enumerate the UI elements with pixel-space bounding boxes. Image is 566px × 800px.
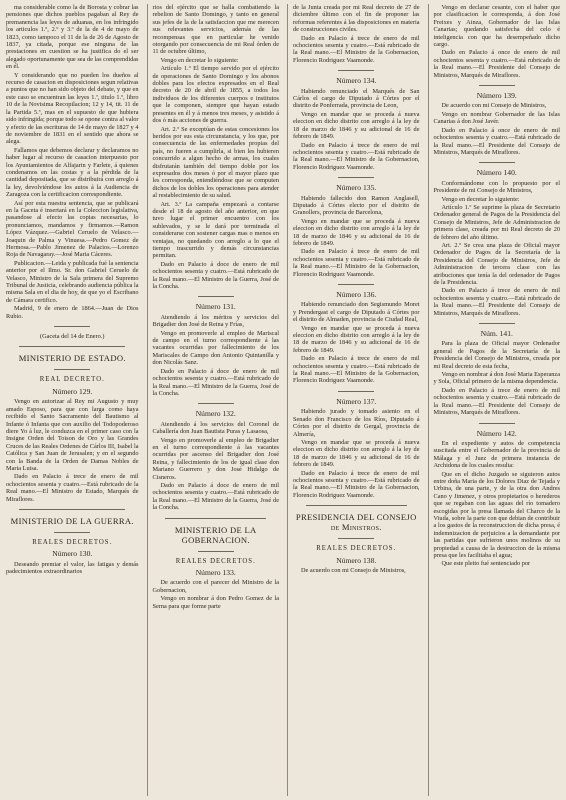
paragraph: Dado en Palacio á trece de enero de mil ochocientos sesenta y cuatro.—Está rubricado de la Real mano.—El Presidente del Consejo de Ministros, Marqués de Miraflores. [433, 287, 560, 317]
section-divider [54, 326, 90, 327]
paragraph: Habiendo jurado y tomado asiento en el Senado don Francisco de los Ríos, Diputado á Córtes por el distrito de Gergal, provincia de Almería, [293, 408, 420, 438]
section-heading: MINISTERIO DE LA GUERRA. [10, 515, 134, 526]
decree-number: Número 129. [52, 386, 93, 396]
section-divider [479, 423, 515, 424]
paragraph: Conformándome con lo propuesto por el Presidente de mi Consejo de Ministros, [433, 179, 560, 195]
decree-number: Número 134. [336, 76, 377, 86]
section-divider [54, 369, 90, 370]
paragraph: Dado en Palacio á trece de enero de mil ochocientos sesenta y cuatro.—Está rubricado de la Real mano.—El Ministro de la Gobernacion, Florencio Rodriguez Vaamonde. [293, 141, 420, 171]
decree-number: Número 132. [195, 409, 236, 419]
paragraph: Dado en Palacio á trece de enero de mil ochocientos sesenta y cuatro.—Está rubricado de la Real mano.—El Ministro de la Gobernacion, Florencio Rodriguez Vaamonde. [293, 355, 420, 385]
decree-number: Número 138. [336, 555, 377, 565]
section-divider [19, 509, 125, 510]
paragraph: Así por esta nuestra sentencia, que se publicará en la Gaceta é insertará en la Coleccion legislativa, pasandose al efecto las copias necesarias, lo pronunciamos, mandamos y firmamos.—Ramon López Vázquez.—Gabriel Ceruelo de Velasco.—Joaquin de Palma y Vinuesa.—Pedro Gomez de Hermosa.—Pablo Jimenez de Palacios.—Lorenzo Roja de Navagaray.—José Maria Cáceres. [6, 199, 139, 259]
paragraph: rios del ejército que se halla combatiendo la rebelion de Santo Domingo, y tanto en general sus jefes de la de la satisfaccion que me merecen sus relevantes servicios, además de las recompensas que en particular he venido otorgando por consecuencia de mi Real órden de 11 de octubre último, [152, 4, 279, 56]
column-2 [147, 4, 280, 796]
paragraph: Vengo en mandar que se proceda á nueva eleccion en dicho distrito con arreglo á la ley de 18 de marzo de 1846 y su adicional de 16 de febrero de 1849. [293, 217, 420, 247]
paragraph: Dado en Palacio á once de enero de mil ochocientos sesenta y cuatro.—Está rubricado de la Real mano.—El Presidente del Consejo de Ministros, Marqués de Miraflores. [433, 49, 560, 79]
section-divider [338, 284, 374, 285]
paragraph: Habiendo renunciado don Segismundo Moret y Prendergast el cargo de Diputado á Córtes por el distrito de Almaden, provincia de Ciudad Real, [293, 301, 420, 324]
paragraph: En el expediente y autos de competencia suscitada entre el Gobernador de la provincia de Málaga y el Juez de primera instancia de Archidona de los cuales resulta: [433, 439, 560, 470]
paragraph: Dado en Palacio á doce de enero de mil ochocientos sesenta y cuatro.—Está rubricado de la Real mano.—El Ministro de la Guerra, José de la Concha. [152, 260, 279, 291]
section-heading: PRESIDENCIA DEL CONSEJO de Ministros. [295, 512, 417, 533]
paragraph: de la Junta creada por mi Real decreto de 27 de diciembre último con el fin de proponer las reformas referentes á las disposiciones en materia de construcciones civiles. [293, 4, 420, 34]
paragraph: Madrid, 9 de enero de 1864.—Juan de Dios Rubio. [6, 305, 139, 320]
paragraph: Artículo 1.º El tiempo servido por el ejército de operaciones de Santo Domingo y los abonos dobles para los efectos expresados en el Real decreto de 20 de abril de 1855, a todos los individuos de los diferentes cuerpos e institutos que le componen, siempre que hayan estado presentes en él y á menos tres meses, y asistido á dos ó más acciones de guerra. [152, 65, 279, 125]
subsection-heading: REAL DECRETO. [39, 376, 105, 384]
section-divider [479, 323, 515, 324]
decree-number: Núm. 141. [480, 329, 513, 339]
section-divider [54, 532, 90, 533]
section-divider [306, 505, 407, 506]
section-heading: MINISTERIO DE LA GOBERNACION. [174, 524, 257, 545]
paragraph: Vengo en decretar lo siguiente: [160, 56, 239, 64]
paragraph: Vengo en mandar que se proceda á nueva eleccion en dicho distrito con arreglo á la ley de 18 de marzo de 1846 y su adicional de 16 de febrero de 1849. [293, 110, 420, 141]
section-divider [19, 346, 125, 347]
paragraph: Artículo 1.º Se suprime la plaza de Secretario Ordenador general de Pagos de la Presidencia del Consejo de Ministros, Jefe de Administracion de primera clase, creada por mi Real decreto de 20 de febrero del año último. [433, 203, 560, 241]
paragraph: De acuerdo con mi Consejo de Ministros, [441, 102, 547, 110]
paragraph: Dado en Palacio á doce de enero de mil ochocientos sesenta y cuatro.—Está rubricado de la Real mano.—El Ministro de la Guerra, José de la Concha. [152, 367, 279, 397]
decree-number: Número 142. [476, 428, 517, 438]
column-4 [428, 4, 561, 796]
section-divider [479, 162, 515, 163]
paragraph: Dado en Palacio á trece de enero de mil ochocientos sesenta y cuatro.—Está rubricado de la Real mano.—El Ministro de la Gobernacion, Florencio Rodriguez Vaamonde. [293, 469, 420, 499]
paragraph: Dado en Palacio á trece de enero de mil ochocientos sesenta y cuatro.—Está rubricado de la Real mano.—El Ministro de la Gobernacion, Florencio Rodriguez Vaamonde. [293, 248, 420, 278]
paragraph: Para la plaza de Oficial mayor Ordenador general de Pagos de la Secretaría de la Presidencia del Consejo de Ministros, creada por mi Real decreto de esta fecha, [433, 340, 560, 370]
paragraph: Vengo en mandar que se proceda á nueva eleccion en dicho distrito con arreglo á la ley de 18 de marzo de 1846 y su adicional de 16 de febrero de 1849. [293, 324, 420, 354]
subsection-heading: REALES DECRETOS. [316, 545, 397, 553]
paragraph: Vengo en promoverle al empleo de Brigadier en el turno correspondiente á las vacantes ocurridas por ascenso del Brigadier don José Reina, y fallecimiento de los de igual clase don Mariano Guerrero y don José Hidalgo de Cisneros. [152, 436, 279, 481]
paragraph: Vengo en nombrar á don José Maria Esperanza y Sola, Oficial primero de la misma dependencia. [433, 371, 560, 386]
paragraph: Vengo en decretar lo siguiente: [441, 195, 520, 203]
decree-number: Número 133. [195, 568, 236, 577]
decree-number: Número 130. [52, 549, 93, 559]
gazette-date-note: (Gaceta del 14 de Enero.) [39, 333, 105, 341]
text-columns [6, 4, 560, 796]
paragraph: Dado en Palacio á trece de enero de mil ochocientos sesenta y cuatro.—Está rubricado de la Real mano.—El Ministro de Estado, Marqués de Miraflores. [6, 473, 139, 503]
paragraph: Vengo en promoverle al empleo de Mariscal de campo en el turno correspondiente á las vacantes ocurridas por fallecimiento de los Mariscales de Campo don Antonio Quintanilla y don Nicolás Sanz. [152, 329, 279, 367]
paragraph: Art. 2.º Se crea una plaza de Oficial mayor Ordenador de Pagos de la Secretaría de la Presidencia del Consejo de Ministros, Jefe de Administracion de tercera clase con las atribuciones que tenía la del ordenador de Pagos de la Presidencia. [433, 241, 560, 286]
column-3 [287, 4, 420, 796]
decree-number: Número 131. [195, 302, 236, 312]
section-heading: MINISTERIO DE ESTADO. [18, 353, 126, 364]
paragraph: Dado en Palacio á doce de enero de mil ochocientos sesenta y cuatro.—Está rubricado de la Real mano.—El Ministro de la Guerra, José de la Concha. [152, 481, 279, 512]
paragraph: ma considerable como la de Borosta y cobrar las pensiones que dichos pueblos pagaban al Rey de premanencia las leyes de aduanas, en los infringido los articulos 1.º, 2.º y 3.º de la de 4 de mayo de 1823, como tampoco el 11 de la de 26 de Agosto de 1837, ya citada, porque ese ninguna de las prestaciones en cuestion se ha justifica do el ser alegado oportunamente que sea de las comprendidas en él. [6, 4, 139, 71]
paragraph: Habiendo renunciado el Marqués de San Cárlos el cargo de Diputado á Córtes por el distrito de Ponferrada, provincia de Leon, [293, 87, 420, 110]
section-divider [338, 177, 374, 178]
paragraph: Y considerando que no pueden los dueños al recurso de casacion en disposiciones segun relativas a puntos que no han sido objeto del debate, y que en este caso se encuentran las leyes 1.ª, titulo 1.º, libro 10 de la Novisima Recopilacion; 12 y 14, tit. 11 de la Partida 5.ª, mas en el supuesto de que hubiera sido infringida; porque todo se opone contra al valor y efecto de las escrituras de 14 de mayo de 1827 y 4 de noviembre de 1831 en el sentido que ahora se alega. [6, 71, 139, 146]
paragraph: Vengo en declarar cesante, con el haber que por clasificacion le corresponda, á don José Freixes y Ainza, Gobernador de las Islas Canarias; quedando satisfecha del celo é inteligencia con que ha desempeñado dicho cargo. [433, 4, 560, 49]
decree-number: Número 135. [336, 183, 377, 193]
column-1 [6, 4, 139, 796]
section-divider [198, 551, 234, 552]
paragraph: Dado en Palacio á trece de enero de mil ochocientos sesenta y cuatro.—Está rubricado de la Real mano.—El Presidente del Consejo de Ministros, Marqués de Miraflores. [433, 386, 560, 417]
paragraph: Publicacion.—Leida y publicada fué la sentencia anterior por el Ilmo. Sr. don Gabriel Ceruelo de Velasco, Ministro de la Sala primera del Supremo Tribunal de Justicia, celebrando audiencia pública la misma Sala en el dia de hoy, de que yo el Escribano de Cámara certifico. [6, 259, 139, 304]
subsection-heading: REALES DECRETOS. [175, 557, 256, 565]
paragraph: Que en el dicho Juzgado se siguieron autos entre doña Maria de los Dolores Diaz de Tejada y Urbina, de una parte, y de la otra don Andres Cano y Jimenez, y otros propietarios o herederos que se regaban con las aguas del río tomadero escogidas por la presa llamada del Charco de la Viuda, sobre la parte con que debian de contribuir a los gastos de la reconstruccion de dicha presa, é indemnizacion de perjuicios a la demandante por las partidas que sufrieron unos molinos de su propiedad a causa de la destruccion de la misma presa que les facilitaba el agua; [433, 470, 560, 559]
section-divider [479, 85, 515, 86]
section-divider [165, 518, 266, 519]
paragraph: Que este pleito fué sentenciado por [441, 560, 531, 568]
paragraph: Habiendo fallecido don Ramon Anglasell, Diputado á Córtes electo por el distrito de Granollers, provincia de Barcelona, [293, 194, 420, 217]
paragraph: Vengo en mandar que se proceda á nueva eleccion en dicho distrito con arreglo á la ley de 18 de marzo de 1846 y su adicional de 16 de febrero de 1849. [293, 438, 420, 469]
section-divider [338, 70, 374, 71]
paragraph: Atendiendo á los méritos y servicios del Brigadier don José de Reina y Frías, [152, 313, 279, 329]
paragraph: Deseando premiar el valor, las fatigas y demás padecimientos extraordinarios [6, 560, 139, 576]
section-divider [338, 391, 374, 392]
decree-number: Número 137. [336, 396, 377, 406]
section-divider [198, 403, 234, 404]
paragraph: Fallamos que debemos declarar y declaramos no haber lugar al recurso de casacion interpuesto por los Ayuntamientos de Alfajarin y Farlete, á quienes condenamos en las costas y a la pérdida de la cantidad depositada, que se distribuirá con arreglo á la ley, devolviéndose los autos á la Audiencia de Zaragoza con la certificacion correspondiente. [6, 146, 139, 199]
paragraph: Vengo en nombrar Gobernador de las Islas Canarias á don José Javér. [433, 110, 560, 126]
decree-number: Número 136. [336, 290, 377, 299]
paragraph: Art. 3.º La campaña empezará a contarse desde el 18 de agosto del año anterior, en que tuvo lugar el primer encuentro con los sublevados, y se le dará por terminada el considerarse con sostener cargas mas o menos en ventajas, no quedando con arreglo a lo que el tiempo trascurrido y demás circunstancias permitan. [152, 200, 279, 260]
paragraph: Vengo en autorizar al Rey mi Augusto y muy amado Esposo, para que con larga como haya recibido el Santo Sacramento del Bautismo al Infante ó Infanta que con auxilio del Todopoderoso diere Yo á luz, le conduzca en el primer caso con la Insigne Orden del Toison de Oro y las Grandes Cruces de las Reales Ordenes de Cárlos III, Isabel la Católica y San Juan de Jerusalen; y en el segundo con la Banda de la Orden de Damas Nobles de Maria Luisa. [6, 398, 139, 472]
paragraph: Vengo en nombrar á don Pedro Gomez de la Serna para que forme parte [152, 595, 279, 610]
paragraph: Dado en Palacio á once de enero de mil ochocientos sesenta y cuatro.—Está rubricado de la Real mano.—El Presidente del Consejo de Ministros, Marqués de Miraflores. [433, 126, 560, 156]
paragraph: Art. 2.º Se exceptúan de estas concesiones los heridos por sus esta circunstancia, y los que, por consecuencia de las enfermedades propias del país, no fueren a cumplirla, si bien les hubieren concurrido a algun hecho de armas, los cuales disfrutarán también del tiempo doble por los expresados dos meses ó por el mayor plazo que les corresponda, entendiéndose que se computen dichos de los dobles los operaciones para atender al restablecimiento de su salud. [152, 125, 279, 200]
paragraph: Dado en Palacio á trece de enero de mil ochocientos sesenta y cuatro.—Está rubricado de la Real mano.—El Ministro de la Gobernacion, Florencio Rodriguez Vaamonde. [293, 34, 420, 64]
paragraph: De acuerdo con mi Consejo de Ministros, [301, 566, 406, 574]
decree-number: Número 139. [476, 91, 517, 101]
paragraph: De acuerdo con el parecer del Ministro de la Gobernacion, [152, 579, 279, 594]
decree-number: Número 140. [476, 168, 517, 178]
section-divider [198, 296, 234, 297]
section-divider [338, 538, 374, 539]
subsection-heading: REALES DECRETOS. [32, 538, 113, 546]
paragraph: Atendiendo á los servicios del Coronel de Caballería don Juan Bautista Puras y Lasaosa, [152, 420, 279, 436]
